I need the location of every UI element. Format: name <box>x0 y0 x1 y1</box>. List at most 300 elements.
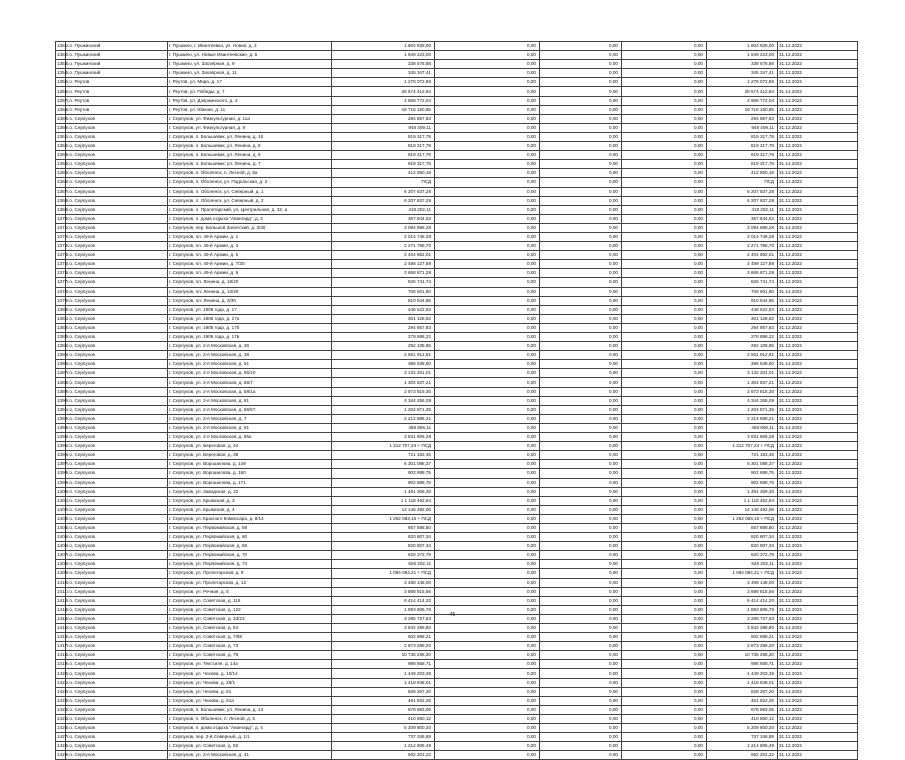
cell-row-number: 1400 <box>56 487 66 496</box>
cell-total-cost: 706 601,60 <box>332 287 435 296</box>
cell-regional-funds: 0,00 <box>540 451 622 460</box>
cell-local-funds: 0,00 <box>622 596 707 605</box>
cell-address: г. Серпухов, ул. Крымская, д. 3 <box>168 496 332 505</box>
cell-regional-funds: 0,00 <box>540 242 622 251</box>
table-row <box>56 505 858 514</box>
cell-address: г. Серпухов, ул. 2-я Московская, д. 55/10 <box>168 369 332 378</box>
cell-federal-funds: 0,00 <box>435 387 540 396</box>
cell-regional-funds: 0,00 <box>540 360 622 369</box>
cell-regional-funds: 0,00 <box>540 705 622 714</box>
cell-local-funds: 0,00 <box>622 469 707 478</box>
cell-municipality: г.о. Серпухов <box>66 132 168 141</box>
cell-row-number: 1389 <box>56 387 66 396</box>
cell-total-cost: 820 807,34 <box>332 533 435 542</box>
table-row <box>56 624 858 633</box>
table-row <box>56 542 858 551</box>
cell-regional-funds: 0,00 <box>540 42 622 51</box>
cell-municipality: г.о. Реутов <box>66 87 168 96</box>
cell-completion-date: 31.12.2022 <box>778 60 858 69</box>
cell-completion-date: 31.12.2022 <box>778 478 858 487</box>
cell-owner-funds: 2 271 786,70 <box>707 242 778 251</box>
cell-local-funds: 0,00 <box>622 742 707 751</box>
cell-owner-funds: 19 716 150,85 <box>707 105 778 114</box>
cell-row-number: 1373 <box>56 242 66 251</box>
cell-regional-funds: 0,00 <box>540 96 622 105</box>
cell-regional-funds: 0,00 <box>540 742 622 751</box>
cell-row-number: 1417 <box>56 642 66 651</box>
cell-total-cost: 1 949 223,00 <box>332 51 435 60</box>
cell-owner-funds: 657 888,80 <box>707 523 778 532</box>
cell-municipality: г.о. Серпухов <box>66 569 168 578</box>
cell-regional-funds: 0,00 <box>540 323 622 332</box>
cell-total-cost: 292 108,85 <box>332 342 435 351</box>
cell-total-cost: 810 544,85 <box>332 296 435 305</box>
cell-address: г. Серпухов, пл. 49-й Армии, д. 3 <box>168 242 332 251</box>
cell-owner-funds: 418 202,11 <box>707 205 778 214</box>
cell-address: г. Серпухов, ул. Первомайская, д. 74 <box>168 560 332 569</box>
cell-owner-funds: 1 481 308,30 <box>707 487 778 496</box>
cell-local-funds: 0,00 <box>622 42 707 51</box>
cell-regional-funds: 0,00 <box>540 423 622 432</box>
cell-row-number: 1380 <box>56 305 66 314</box>
cell-regional-funds: 0,00 <box>540 523 622 532</box>
table-row <box>56 433 858 442</box>
cell-regional-funds: 0,00 <box>540 724 622 733</box>
table-row <box>56 205 858 214</box>
cell-address: г. Серпухов, ул. 2-я Московская, д. 58/1а <box>168 387 332 396</box>
table-row <box>56 160 858 169</box>
table-row <box>56 78 858 87</box>
cell-municipality: г.о. Серпухов <box>66 296 168 305</box>
cell-address: г. Серпухов, ул. Первомайская, д. 70 <box>168 551 332 560</box>
cell-owner-funds: 1 214 806,49 <box>707 742 778 751</box>
cell-federal-funds: 0,00 <box>435 205 540 214</box>
cell-federal-funds: 0,00 <box>435 487 540 496</box>
cell-total-cost: 278 888,22 <box>332 333 435 342</box>
cell-federal-funds: 0,00 <box>435 42 540 51</box>
table-row <box>56 442 858 451</box>
cell-total-cost: 461 822,25 <box>332 696 435 705</box>
cell-municipality: г.о. Серпухов <box>66 596 168 605</box>
cell-owner-funds: 5 209 800,20 <box>707 724 778 733</box>
cell-total-cost: 2 873 288,20 <box>332 642 435 651</box>
cell-regional-funds: 0,00 <box>540 487 622 496</box>
cell-total-cost: 28 574 412,84 <box>332 87 435 96</box>
cell-total-cost: 620 372,79 <box>332 551 435 560</box>
cell-local-funds: 0,00 <box>622 223 707 232</box>
cell-completion-date: 31.12.2022 <box>778 351 858 360</box>
cell-owner-funds: 395 538,50 <box>707 360 778 369</box>
cell-federal-funds: 0,00 <box>435 142 540 151</box>
cell-local-funds: 0,00 <box>622 51 707 60</box>
cell-local-funds: 0,00 <box>622 660 707 669</box>
cell-federal-funds: 0,00 <box>435 169 540 178</box>
cell-regional-funds: 0,00 <box>540 660 622 669</box>
cell-row-number: 1416 <box>56 633 66 642</box>
cell-row-number: 1423 <box>56 696 66 705</box>
cell-address: г. Серпухов, ул. Советская, д. 122 <box>168 605 332 614</box>
cell-federal-funds: 0,00 <box>435 478 540 487</box>
cell-owner-funds: 737 346,89 <box>707 733 778 742</box>
cell-completion-date: 31.12.2022 <box>778 278 858 287</box>
cell-local-funds: 0,00 <box>622 378 707 387</box>
cell-completion-date: 31.12.2022 <box>778 196 858 205</box>
cell-local-funds: 0,00 <box>622 242 707 251</box>
cell-federal-funds: 0,00 <box>435 714 540 723</box>
cell-row-number: 1419 <box>56 660 66 669</box>
cell-regional-funds: 0,00 <box>540 214 622 223</box>
cell-regional-funds: 0,00 <box>540 369 622 378</box>
cell-total-cost: 3 488 148,00 <box>332 578 435 587</box>
cell-local-funds: 0,00 <box>622 405 707 414</box>
cell-total-cost: 721 183,45 <box>332 451 435 460</box>
cell-federal-funds: 0,00 <box>435 305 540 314</box>
table-row <box>56 669 858 678</box>
cell-address: г. Серпухов, п. Большевик, ул. Ленина, д. 6 <box>168 151 332 160</box>
cell-row-number: 1390 <box>56 396 66 405</box>
cell-municipality: г.о. Серпухов <box>66 387 168 396</box>
cell-local-funds: 0,00 <box>622 605 707 614</box>
cell-federal-funds: 0,00 <box>435 223 540 232</box>
cell-address: г. Серпухов, ул. Пролетарская, д. 9 <box>168 569 332 578</box>
cell-regional-funds: 0,00 <box>540 151 622 160</box>
cell-federal-funds: 0,00 <box>435 178 540 187</box>
cell-local-funds: 0,00 <box>622 423 707 432</box>
cell-regional-funds: 0,00 <box>540 396 622 405</box>
cell-federal-funds: 0,00 <box>435 614 540 623</box>
cell-regional-funds: 0,00 <box>540 378 622 387</box>
cell-total-cost: 737 346,89 <box>332 733 435 742</box>
table-row <box>56 169 858 178</box>
table-row <box>56 496 858 505</box>
cell-federal-funds: 0,00 <box>435 696 540 705</box>
cell-owner-funds: 998 858,71 <box>707 660 778 669</box>
cell-total-cost: 418 202,11 <box>332 205 435 214</box>
cell-federal-funds: 0,00 <box>435 542 540 551</box>
table-row <box>56 269 858 278</box>
cell-address: г. Реутов, ул. Южная, д. 11 <box>168 105 332 114</box>
cell-owner-funds: 3 285 727,63 <box>707 614 778 623</box>
cell-municipality: г.о. Серпухов <box>66 323 168 332</box>
cell-row-number: 1361 <box>56 132 66 141</box>
cell-owner-funds: 1 1 118 462,84 <box>707 496 778 505</box>
cell-address: г. Серпухов, пл. 49-й Армии, д. 5 <box>168 251 332 260</box>
cell-address: г. Серпухов, ул. Текстиля, д. 14а <box>168 660 332 669</box>
cell-owner-funds: 292 108,85 <box>707 342 778 351</box>
cell-total-cost: 6 207 837,28 <box>332 196 435 205</box>
cell-row-number: 1386 <box>56 360 66 369</box>
cell-completion-date: 31.12.2022 <box>778 160 858 169</box>
cell-completion-date: 31.12.2022 <box>778 587 858 596</box>
cell-municipality: г.о. Серпухов <box>66 605 168 614</box>
cell-municipality: г.о. Серпухов <box>66 514 168 523</box>
cell-completion-date: 31.12.2022 <box>778 369 858 378</box>
cell-total-cost: 1 418 648,01 <box>332 678 435 687</box>
cell-address: г. Серпухов, ул. Первомайская, д. 60 <box>168 533 332 542</box>
cell-municipality: г.о. Серпухов <box>66 342 168 351</box>
cell-address: г. Пушкино, ул. Заозёрная, д. 9 <box>168 60 332 69</box>
cell-total-cost: 626 202,11 <box>332 560 435 569</box>
cell-row-number: 1420 <box>56 669 66 678</box>
cell-municipality: г.о. Серпухов <box>66 587 168 596</box>
cell-regional-funds: 0,00 <box>540 551 622 560</box>
cell-regional-funds: 0,00 <box>540 624 622 633</box>
cell-address: г. Серпухов, ул. 2-я Московская, д. 81 <box>168 423 332 432</box>
cell-row-number: 1396 <box>56 451 66 460</box>
table-row <box>56 724 858 733</box>
cell-completion-date: 31.12.2022 <box>778 469 858 478</box>
cell-address: г. Реутов, ул. Победы, д. 7 <box>168 87 332 96</box>
cell-local-funds: 0,00 <box>622 96 707 105</box>
cell-total-cost: 902 888,75 <box>332 469 435 478</box>
cell-federal-funds: 0,00 <box>435 96 540 105</box>
cell-address: г. Серпухов, ул. Крымская, д. 4 <box>168 505 332 514</box>
cell-local-funds: 0,00 <box>622 278 707 287</box>
cell-completion-date: 31.12.2022 <box>778 178 858 187</box>
cell-total-cost: 3 094 888,28 <box>332 223 435 232</box>
cell-regional-funds: 0,00 <box>540 205 622 214</box>
cell-regional-funds: 0,00 <box>540 160 622 169</box>
cell-federal-funds: 0,00 <box>435 151 540 160</box>
cell-row-number: 1395 <box>56 442 66 451</box>
table-row <box>56 351 858 360</box>
cell-municipality: г.о. Серпухов <box>66 123 168 132</box>
cell-total-cost: 412 850,19 <box>332 169 435 178</box>
table-row <box>56 314 858 323</box>
cell-local-funds: 0,00 <box>622 251 707 260</box>
cell-row-number: 1370 <box>56 214 66 223</box>
cell-total-cost: 819 317,78 <box>332 160 435 169</box>
cell-regional-funds: 0,00 <box>540 505 622 514</box>
cell-owner-funds: 620 372,79 <box>707 551 778 560</box>
cell-regional-funds: 0,00 <box>540 433 622 442</box>
cell-regional-funds: 0,00 <box>540 405 622 414</box>
cell-municipality: г.о. Серпухов <box>66 214 168 223</box>
cell-owner-funds: 1 449 203,36 <box>707 669 778 678</box>
cell-federal-funds: 0,00 <box>435 251 540 260</box>
cell-total-cost: 345 347,41 <box>332 69 435 78</box>
cell-regional-funds: 0,00 <box>540 496 622 505</box>
cell-regional-funds: 0,00 <box>540 78 622 87</box>
cell-total-cost: 2 214 888,21 <box>332 414 435 423</box>
cell-owner-funds: 3 132 201,01 <box>707 369 778 378</box>
cell-total-cost: 1 278 072,65 <box>332 78 435 87</box>
cell-address: г. Серпухов, п. Оболенск, п. Лесной, д. 5а <box>168 169 332 178</box>
cell-row-number: 1427 <box>56 733 66 742</box>
cell-row-number: 1391 <box>56 405 66 414</box>
cell-federal-funds: 0,00 <box>435 187 540 196</box>
cell-row-number: 1424 <box>56 705 66 714</box>
cell-regional-funds: 0,00 <box>540 351 622 360</box>
cell-address: г. Серпухов, пл. Ленина, д. 3/30 <box>168 296 332 305</box>
cell-owner-funds: 721 183,45 <box>707 451 778 460</box>
cell-local-funds: 0,00 <box>622 433 707 442</box>
cell-federal-funds: 0,00 <box>435 587 540 596</box>
cell-federal-funds: 0,00 <box>435 514 540 523</box>
cell-local-funds: 0,00 <box>622 614 707 623</box>
cell-municipality: г.о. Серпухов <box>66 633 168 642</box>
table-row <box>56 705 858 714</box>
cell-local-funds: 0,00 <box>622 123 707 132</box>
cell-federal-funds: 0,00 <box>435 351 540 360</box>
cell-local-funds: 0,00 <box>622 205 707 214</box>
cell-row-number: 1426 <box>56 724 66 733</box>
cell-row-number: 1354 <box>56 69 66 78</box>
cell-row-number: 1411 <box>56 587 66 596</box>
cell-local-funds: 0,00 <box>622 142 707 151</box>
cell-total-cost: 2 271 786,70 <box>332 242 435 251</box>
cell-local-funds: 0,00 <box>622 705 707 714</box>
cell-local-funds: 0,00 <box>622 514 707 523</box>
cell-address: г. Серпухов, пл. 49-й Армии, д. 9 <box>168 269 332 278</box>
cell-owner-funds: 338 578,88 <box>707 60 778 69</box>
cell-federal-funds: 0,00 <box>435 51 540 60</box>
cell-total-cost: 1 893 806,76 <box>332 605 435 614</box>
cell-regional-funds: 0,00 <box>540 287 622 296</box>
cell-regional-funds: 0,00 <box>540 696 622 705</box>
cell-federal-funds: 0,00 <box>435 624 540 633</box>
cell-local-funds: 0,00 <box>622 533 707 542</box>
cell-regional-funds: 0,00 <box>540 687 622 696</box>
cell-local-funds: 0,00 <box>622 387 707 396</box>
cell-total-cost: 2 561 912,81 <box>332 351 435 360</box>
table-row <box>56 378 858 387</box>
cell-row-number: 1365 <box>56 169 66 178</box>
cell-regional-funds: 0,00 <box>540 478 622 487</box>
cell-row-number: 1404 <box>56 523 66 532</box>
cell-row-number: 1377 <box>56 278 66 287</box>
table-row <box>56 514 858 523</box>
cell-regional-funds: 0,00 <box>540 333 622 342</box>
cell-federal-funds: 0,00 <box>435 469 540 478</box>
cell-regional-funds: 0,00 <box>540 542 622 551</box>
cell-owner-funds: 2 873 815,30 <box>707 387 778 396</box>
cell-total-cost: 410 850,12 <box>332 714 435 723</box>
cell-municipality: г.о. Серпухов <box>66 714 168 723</box>
cell-address: г. Серпухов, ул. Береговая, д. 38 <box>168 451 332 460</box>
table-row <box>56 733 858 742</box>
cell-local-funds: 0,00 <box>622 451 707 460</box>
cell-address: г. Серпухов, п. Оболенск, ул. Северный, д. 2 <box>168 196 332 205</box>
cell-completion-date: 31.12.2022 <box>778 551 858 560</box>
cell-completion-date: 31.12.2022 <box>778 96 858 105</box>
cell-federal-funds: 0,00 <box>435 196 540 205</box>
cell-address: г. Серпухов, п. дома отдыха "Авангард", д. 3 <box>168 214 332 223</box>
cell-municipality: г.о. Серпухов <box>66 451 168 460</box>
table-row <box>56 323 858 332</box>
cell-total-cost: 1 262 083,16 + ПСД <box>332 514 435 523</box>
cell-address: г. Серпухов, ул. Советская, д. 54 <box>168 624 332 633</box>
cell-total-cost: 294 867,83 <box>332 323 435 332</box>
cell-regional-funds: 0,00 <box>540 669 622 678</box>
cell-regional-funds: 0,00 <box>540 633 622 642</box>
cell-total-cost: 3 285 727,63 <box>332 614 435 623</box>
cell-owner-funds: 3 488 148,00 <box>707 578 778 587</box>
cell-address: г. Серпухов, ул. 2-я Московская, д. 56/7 <box>168 378 332 387</box>
cell-federal-funds: 0,00 <box>435 242 540 251</box>
cell-completion-date: 31.12.2022 <box>778 423 858 432</box>
cell-total-cost: 1 312 707,24 + ПСД <box>332 442 435 451</box>
cell-owner-funds: 626 202,11 <box>707 560 778 569</box>
cell-completion-date: 31.12.2022 <box>778 523 858 532</box>
cell-municipality: г.о. Серпухов <box>66 251 168 260</box>
cell-local-funds: 0,00 <box>622 369 707 378</box>
cell-owner-funds: 902 888,75 <box>707 478 778 487</box>
cell-local-funds: 0,00 <box>622 578 707 587</box>
cell-total-cost: 10 735 288,20 <box>332 651 435 660</box>
table-row <box>56 123 858 132</box>
cell-regional-funds: 0,00 <box>540 232 622 241</box>
cell-regional-funds: 0,00 <box>540 642 622 651</box>
cell-regional-funds: 0,00 <box>540 69 622 78</box>
table-row <box>56 714 858 723</box>
cell-row-number: 1418 <box>56 651 66 660</box>
table-row <box>56 278 858 287</box>
cell-regional-funds: 0,00 <box>540 178 622 187</box>
cell-municipality: г.о. Серпухов <box>66 205 168 214</box>
table-row <box>56 369 858 378</box>
cell-municipality: г.о. Пушкинский <box>66 51 168 60</box>
cell-owner-funds: 1 418 648,01 <box>707 678 778 687</box>
cell-local-funds: 0,00 <box>622 360 707 369</box>
cell-local-funds: 0,00 <box>622 487 707 496</box>
cell-local-funds: 0,00 <box>622 414 707 423</box>
cell-owner-funds: 678 883,05 <box>707 705 778 714</box>
cell-owner-funds: 602 888,21 <box>707 633 778 642</box>
cell-regional-funds: 0,00 <box>540 387 622 396</box>
cell-federal-funds: 0,00 <box>435 278 540 287</box>
cell-total-cost: 2 404 862,01 <box>332 251 435 260</box>
cell-total-cost: 1 804 828,00 <box>332 42 435 51</box>
cell-federal-funds: 0,00 <box>435 442 540 451</box>
cell-total-cost: 3 842 288,80 <box>332 624 435 633</box>
cell-owner-funds: 28 574 412,84 <box>707 87 778 96</box>
cell-owner-funds: 278 888,22 <box>707 333 778 342</box>
table-row <box>56 642 858 651</box>
cell-owner-funds: 1 204 871,35 <box>707 405 778 414</box>
cell-owner-funds: 3 888 815,56 <box>707 587 778 596</box>
cell-local-funds: 0,00 <box>622 160 707 169</box>
cell-total-cost: 1 204 871,35 <box>332 405 435 414</box>
table-row <box>56 60 858 69</box>
table-row <box>56 342 858 351</box>
table-row <box>56 51 858 60</box>
cell-federal-funds: 0,00 <box>435 678 540 687</box>
cell-local-funds: 0,00 <box>622 87 707 96</box>
cell-municipality: г.о. Серпухов <box>66 660 168 669</box>
cell-owner-funds: 294 867,83 <box>707 114 778 123</box>
cell-municipality: г.о. Пушкинский <box>66 69 168 78</box>
cell-total-cost: 819 317,78 <box>332 132 435 141</box>
cell-address: г. Серпухов, ул. Советская, д. 33/23 <box>168 614 332 623</box>
cell-address: г. Серпухов, ул. Береговая, д. 44 <box>168 442 332 451</box>
table-row <box>56 132 858 141</box>
cell-row-number: 1375 <box>56 260 66 269</box>
cell-owner-funds: 819 317,78 <box>707 142 778 151</box>
cell-completion-date: 31.12.2022 <box>778 142 858 151</box>
cell-municipality: г.о. Серпухов <box>66 751 168 760</box>
cell-municipality: г.о. Реутов <box>66 96 168 105</box>
cell-row-number: 1413 <box>56 605 66 614</box>
cell-completion-date: 31.12.2022 <box>778 187 858 196</box>
cell-municipality: г.о. Серпухов <box>66 551 168 560</box>
cell-row-number: 1382 <box>56 323 66 332</box>
cell-municipality: г.о. Серпухов <box>66 733 168 742</box>
cell-regional-funds: 0,00 <box>540 560 622 569</box>
cell-total-cost: 6 301 088,37 <box>332 460 435 469</box>
cell-regional-funds: 0,00 <box>540 142 622 151</box>
cell-total-cost: 6 414 414,20 <box>332 596 435 605</box>
